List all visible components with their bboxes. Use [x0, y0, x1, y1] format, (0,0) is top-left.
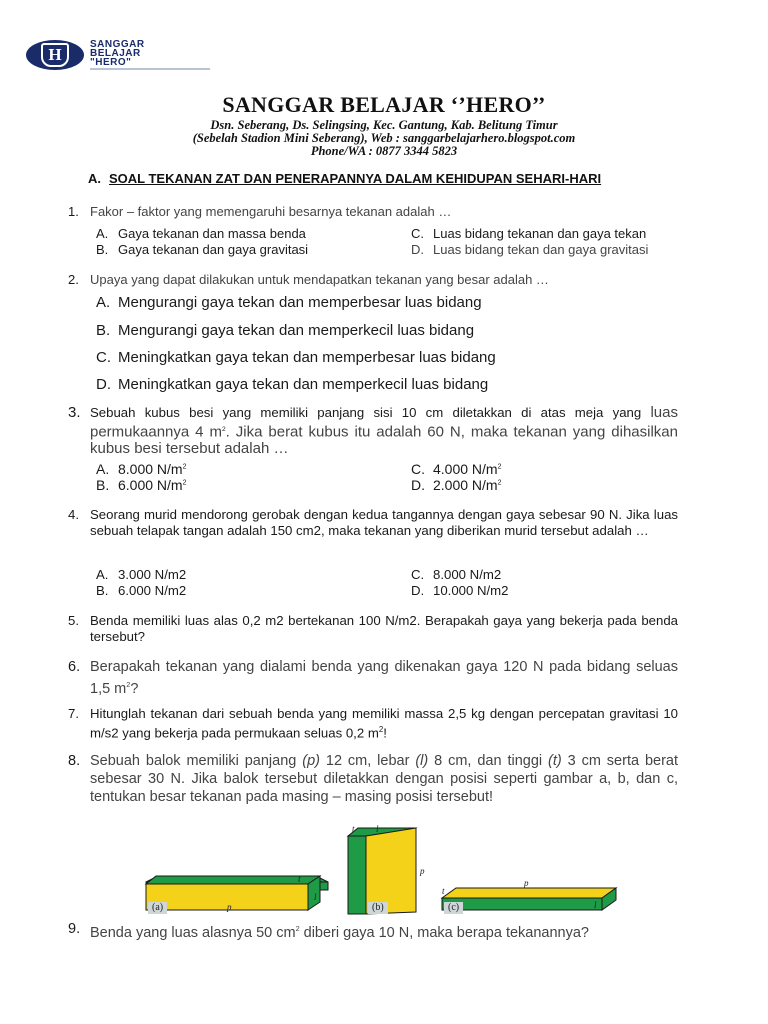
address-line-2: (Sebelah Stadion Mini Seberang), Web : sanggarbelajarhero.blogspot.com — [192, 131, 576, 145]
logo — [26, 40, 216, 76]
question-3: 3. Sebuah kubus besi yang memiliki panjang sisi 10 cm diletakkan di atas meja yang luas permukaannya 4 $m^2$. Jika berat kubus itu adalah 60 N, maka tekanan yang dihasilkan kubus besi tersebut adalah … A. 8.000 $N/m^2$ B. 6.000 $N/m^2$ C. 4.000 $N/m^2$ D. 2.000 $N/m^2$ — [68, 404, 678, 493]
option-3c: C. 4.000 $N/m^2$ — [411, 461, 502, 477]
question-5: 5. Benda memiliki luas alas 0,2 m2 bertekanan 100 N/m2. Berapakah gaya yang bekerja pada benda tersebut? — [68, 613, 678, 644]
phone-line: Phone/WA : 0877 3344 5823 — [310, 144, 458, 158]
block-figure — [130, 822, 690, 922]
dim-a-l: l — [314, 892, 317, 902]
option-2b: B. Mengurangi gaya tekan dan memperkecil luas bidang — [96, 322, 475, 339]
option-1c: C. Luas bidang tekanan dan gaya tekan — [411, 226, 647, 241]
logo-underline — [90, 68, 210, 70]
dim-c-t: t — [442, 886, 445, 896]
dim-c-p: p — [524, 878, 529, 888]
block-c — [442, 888, 616, 910]
option-3a: A. 8.000 $N/m^2$ — [96, 461, 187, 477]
option-2a: A. Mengurangi gaya tekan dan memperbesar luas bidang — [96, 294, 482, 311]
option-2d: D. Meningkatkan gaya tekan dan memperkecil luas bidang — [96, 376, 489, 393]
option-4a: A. 3.000 N/m2 — [96, 567, 187, 582]
block-figure-svg — [130, 822, 690, 922]
section-heading: A. SOAL TEKANAN ZAT DAN PENERAPANNYA DALAM KEHIDUPAN SEHARI-HARI — [88, 171, 602, 186]
dim-b-p: p — [420, 866, 425, 876]
question-1: 1. Fakor – faktor yang memengaruhi besarnya tekanan adalah … A. Gaya tekanan dan massa benda B. Gaya tekanan dan gaya gravitasi C. Luas bidang tekanan dan gaya tekan D. Luas bidang tekan dan gaya gravitasi — [68, 204, 649, 257]
logo-text: SANGGAR BELAJAR "HERO" — [90, 39, 145, 68]
option-2c: C. Meningkatkan gaya tekan dan memperbesar luas bidang — [96, 349, 496, 366]
question-7: 7. Hitunglah tekanan dari sebuah benda yang memiliki massa 2,5 kg dengan percepatan gravitasi 10 m/s2 yang bekerja pada permukaan seluas 0,2 $m^2$! — [68, 706, 678, 741]
address-line-1: Dsn. Seberang, Ds. Selingsing, Kec. Gantung, Kab. Belitung Timur — [210, 118, 558, 132]
question-8: 8. Sebuah balok memiliki panjang (p) 12 cm, lebar (l) 8 cm, dan tinggi (t) 3 cm serta berat sebesar 30 N. Jika balok tersebut diletakkan dengan posisi seperti gambar a, b, dan c, tentukan besar tekanan pada masing – masing posisi tersebut! — [68, 753, 678, 805]
dim-b-l: l — [376, 824, 379, 834]
label-b: (b) — [368, 902, 388, 914]
option-4d: D. 10.000 N/m2 — [411, 583, 509, 598]
logo-shield-icon: H — [41, 43, 69, 67]
question-6: 6. Berapakah tekanan yang dialami benda yang dikenakan gaya 120 N pada bidang seluas 1,5 $m^2$? — [68, 659, 678, 697]
option-1b: B. Gaya tekanan dan gaya gravitasi — [96, 242, 309, 257]
page-title: SANGGAR BELAJAR ‘’HERO’’ — [222, 92, 546, 117]
option-1d: D. Luas bidang tekan dan gaya gravitasi — [411, 242, 649, 257]
option-3d: D. 2.000 $N/m^2$ — [411, 477, 502, 493]
option-1a: A. Gaya tekanan dan massa benda — [96, 226, 306, 241]
dim-a-p: p — [227, 902, 232, 912]
option-3b: B. 6.000 $N/m^2$ — [96, 477, 187, 493]
question-2: 2. Upaya yang dapat dilakukan untuk mendapatkan tekanan yang besar adalah … A. Mengurangi gaya tekan dan memperbesar luas bidang B. Mengurangi gaya tekan dan memperkecil luas bidang C. Meningkatkan gaya tekan dan memperbesar luas bidang D. Meningkatkan gaya tekan dan memperkecil luas bidang — [68, 272, 549, 393]
dim-a-t: t — [298, 874, 301, 884]
option-4c: C. 8.000 N/m2 — [411, 567, 502, 582]
dim-c-l: l — [594, 900, 597, 910]
dim-b-t: t — [352, 824, 355, 834]
label-c: (c) — [444, 902, 463, 914]
option-4b: B. 6.000 N/m2 — [96, 583, 187, 598]
question-9: 9. Benda yang luas alasnya 50 $cm^2$ diberi gaya 10 N, maka berapa tekanannya? — [68, 921, 589, 941]
label-a: (a) — [148, 902, 167, 914]
question-4: 4. Seorang murid mendorong gerobak dengan kedua tangannya dengan gaya sebesar 90 N. Jika luas sebuah telapak tangan adalah 150 cm2, maka tekanan yang diberikan murid tersebut adalah … A. 3.000 N/m2 B. 6.000 N/m2 C. 8.000 N/m2 D. 10.000 N/m2 — [68, 507, 678, 598]
